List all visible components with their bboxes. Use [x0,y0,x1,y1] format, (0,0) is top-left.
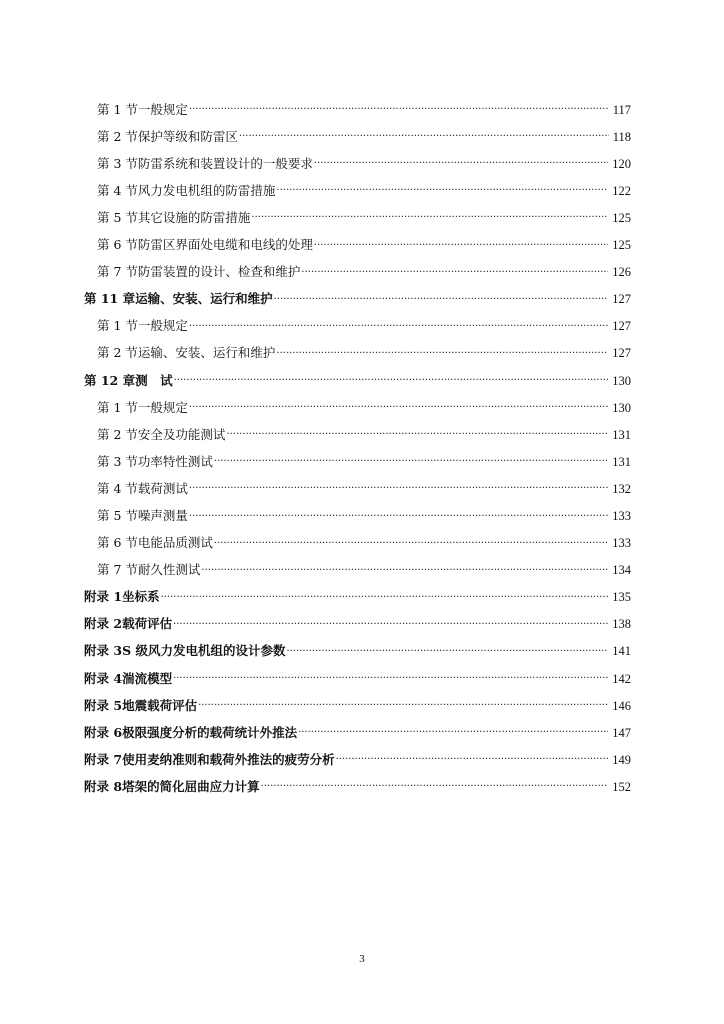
dot-leader [173,673,608,685]
toc-entry-page: 127 [612,346,631,361]
dot-leader [189,483,608,495]
toc-appendix[interactable] [84,685,631,712]
toc-entry-title: 噪声测量 [137,508,188,523]
page-number: 3 [359,953,365,965]
toc-entry-label: 第 7 节 [97,264,138,280]
toc-appendix-page: 141 [612,644,631,659]
toc-entry-title: 电能品质测试 [137,535,213,551]
dot-leader [274,294,609,306]
dot-leader [314,158,608,170]
toc-entry-page: 130 [612,400,631,415]
toc-entry-title: 安全及功能测试 [137,426,226,442]
toc-entry-label: 第 1 节 [97,318,138,334]
dot-leader [286,646,608,658]
toc-appendix-title: 塔架的简化屈曲应力计算 [122,778,260,794]
dot-leader [174,375,609,387]
toc-entry-label: 第 3 节 [97,155,138,171]
toc-appendix-page: 142 [612,671,631,686]
toc-entry-label: 第 5 节 [97,508,138,523]
dot-leader [161,592,609,604]
toc-entry-page: 133 [612,536,631,551]
toc-entry-page: 120 [612,156,631,171]
toc-chapter-title: 测 试 [135,372,173,388]
toc-entry[interactable] [84,116,631,143]
toc-appendix-label: 附录 4 [84,670,123,686]
dot-leader [198,700,608,712]
toc-appendix-title: S 级风力发电机组的设计参数 [122,643,286,659]
toc-entry-page: 131 [612,427,631,442]
toc-appendix-page: 135 [612,590,631,605]
dot-leader [226,429,608,441]
toc-appendix-label: 附录 3 [84,643,123,659]
toc-entry[interactable] [84,387,631,414]
toc-appendix-label: 附录 5 [84,697,123,713]
toc-appendix[interactable] [84,766,631,793]
toc-entry-title: 其它设施的防雷措施 [137,209,251,225]
toc-appendix[interactable] [84,604,631,631]
toc-appendix[interactable] [84,577,631,604]
dot-leader [276,185,608,197]
dot-leader [189,104,609,116]
toc-appendix-label: 附录 8 [84,778,123,794]
toc-entry-page: 132 [612,481,631,496]
dot-leader [314,240,608,252]
toc-entry-title: 保护等级和防雷区 [137,128,238,144]
toc-entry-page: 127 [612,319,631,334]
toc-entry-label: 第 4 节 [97,182,138,198]
toc-appendix-title: 湍流模型 [122,670,173,686]
dot-leader [214,456,608,468]
toc-entry-page: 117 [612,102,631,117]
toc-entry[interactable] [84,414,631,441]
toc-entry-title: 运输、安装、运行和维护 [137,345,276,361]
toc-appendix-label: 附录 6 [84,724,123,740]
toc-entry-label: 第 7 节 [97,562,138,578]
toc-appendix-page: 146 [612,698,631,713]
toc-chapter-label: 第 12 章 [84,372,136,388]
toc-chapter-page: 127 [612,292,631,307]
toc-entry[interactable] [84,252,631,279]
toc-entry-page: 125 [612,210,631,225]
toc-appendix-title: 极限强度分析的载荷统计外推法 [122,724,298,740]
toc-appendix-label: 附录 7 [84,751,123,767]
dot-leader [301,267,608,279]
dot-leader [189,402,608,414]
toc-entry-title: 载荷测试 [137,480,188,496]
toc-entry-title: 一般规定 [137,318,188,334]
toc-entry-title: 风力发电机组的防雷措施 [137,182,276,198]
toc-appendix-title: 载荷评估 [122,616,173,632]
toc-entry[interactable] [84,197,631,224]
toc-entry-page: 118 [612,129,631,144]
toc-entry-title: 一般规定 [137,101,188,117]
toc-entry-label: 第 2 节 [97,128,138,144]
toc-entry-page: 134 [612,563,631,578]
toc-chapter[interactable] [84,360,631,387]
toc-appendix-page: 147 [612,725,631,740]
toc-entry[interactable] [84,333,631,360]
toc-appendix[interactable] [84,658,631,685]
toc-appendix-page: 149 [612,752,631,767]
toc-appendix-label: 附录 1 [84,589,123,605]
toc-entry[interactable] [84,306,631,333]
toc-entry-page: 133 [612,509,631,523]
dot-leader [276,348,608,360]
toc-entry-label: 第 1 节 [97,101,138,117]
table-of-contents [84,89,631,793]
toc-entry-label: 第 2 节 [97,345,138,361]
toc-entry[interactable] [84,495,631,522]
toc-entry-label: 第 4 节 [97,480,138,496]
toc-appendix[interactable] [84,631,631,658]
dot-leader [251,212,608,224]
toc-entry-title: 功率特性测试 [137,453,213,469]
toc-appendix-title: 使用麦纳准则和载荷外推法的疲劳分析 [122,751,335,767]
toc-entry-label: 第 2 节 [97,426,138,442]
dot-leader [336,754,609,766]
toc-entry[interactable] [84,170,631,197]
dot-leader [214,538,608,550]
toc-appendix-title: 地震载荷评估 [122,697,198,713]
toc-entry-label: 第 6 节 [97,535,138,551]
toc-entry[interactable] [84,441,631,468]
toc-entry[interactable] [84,468,631,495]
toc-appendix-page: 138 [612,617,631,632]
dot-leader [298,727,608,739]
toc-entry-page: 126 [612,265,631,280]
toc-entry-label: 第 3 节 [97,453,138,469]
toc-entry-page: 122 [612,183,631,198]
toc-chapter-title: 运输、安装、运行和维护 [135,291,273,307]
toc-entry-title: 防雷装置的设计、检查和维护 [137,264,301,280]
toc-entry-label: 第 5 节 [97,209,138,225]
toc-entry-label: 第 6 节 [97,237,138,253]
toc-entry[interactable] [84,523,631,550]
toc-chapter-label: 第 11 章 [84,291,136,307]
dot-leader [201,565,608,577]
toc-entry-title: 防雷系统和装置设计的一般要求 [137,155,313,171]
dot-leader [189,511,608,523]
toc-entry-title: 防雷区界面处电缆和电线的处理 [137,237,313,253]
dot-leader [173,619,608,631]
toc-entry-title: 一般规定 [137,399,188,415]
toc-entry-label: 第 1 节 [97,399,138,415]
toc-entry-title: 耐久性测试 [137,562,201,578]
toc-appendix-title: 坐标系 [122,589,160,605]
toc-entry-page: 125 [612,238,631,253]
toc-entry[interactable] [84,224,631,251]
toc-entry-page: 131 [612,454,631,469]
toc-appendix-label: 附录 2 [84,616,123,632]
toc-appendix-page: 152 [612,779,631,794]
dot-leader [239,131,609,143]
toc-appendix[interactable] [84,739,631,766]
dot-leader [189,321,608,333]
dot-leader [261,781,609,793]
toc-entry[interactable] [84,89,631,116]
toc-chapter[interactable] [84,279,631,306]
toc-entry[interactable] [84,550,631,577]
toc-chapter-page: 130 [612,373,631,388]
toc-appendix[interactable] [84,712,631,739]
toc-entry[interactable] [84,143,631,170]
